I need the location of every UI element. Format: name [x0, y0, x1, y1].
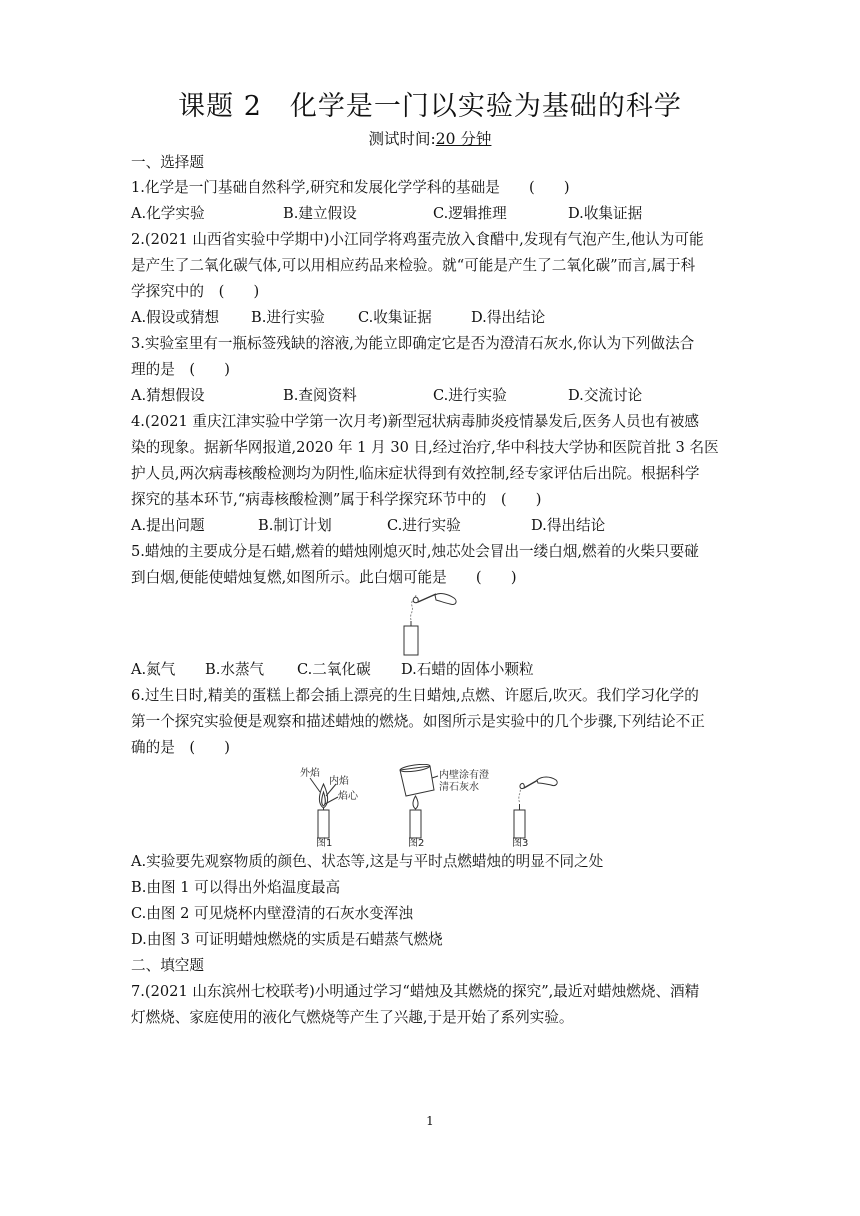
fig1-inner-flame	[322, 792, 326, 806]
outer-flame-pointer	[310, 778, 320, 792]
q3-option-b: B.查阅资料	[283, 387, 357, 404]
q4-option-a: A.提出问题	[131, 517, 205, 534]
question-5-line-2: 到白烟,便能使蜡烛复燃,如图所示。此白烟可能是 ( )	[131, 569, 517, 586]
q4-option-c: C.进行实验	[387, 517, 461, 534]
question-2-line-1: 2.(2021 山西省实验中学期中)小江同学将鸡蛋壳放入食醋中,发现有气泡产生,他认为可能	[131, 231, 704, 248]
label-beaker-2: 清石灰水	[439, 782, 479, 793]
caption-fig1: 图1	[316, 838, 333, 848]
q5-option-b: B.水蒸气	[205, 661, 265, 678]
candle-body	[404, 626, 418, 655]
q1-option-b: B.建立假设	[283, 205, 357, 222]
fig3-smoke	[519, 786, 521, 802]
q1-option-c: C.逻辑推理	[433, 205, 507, 222]
q2-option-c: C.收集证据	[358, 309, 432, 326]
question-2-line-3: 学探究中的 ( )	[131, 283, 260, 300]
question-3-line-1: 3.实验室里有一瓶标签残缺的溶液,为能立即确定它是否为澄清石灰水,你认为下列做法合	[131, 335, 695, 352]
q1-option-a: A.化学实验	[131, 205, 205, 222]
q2-option-d: D.得出结论	[471, 309, 546, 326]
test-time-value: 20 分钟	[435, 130, 492, 148]
page-title: 课题 2 化学是一门以实验为基础的科学	[178, 91, 682, 122]
label-flame-core: 焰心	[338, 791, 358, 802]
hand-outline	[435, 594, 456, 605]
question-4-line-1: 4.(2021 重庆江津实验中学第一次月考)新型冠状病毒肺炎疫情暴发后,医务人员也有被感	[131, 413, 699, 430]
q3-option-d: D.交流讨论	[568, 387, 643, 404]
q4-option-b: B.制订计划	[258, 517, 332, 534]
q1-option-d: D.收集证据	[568, 205, 643, 222]
q5-option-a: A.氮气	[131, 661, 176, 678]
fig2-candle	[410, 810, 421, 838]
section-heading-fill: 二、填空题	[131, 957, 204, 974]
q2-option-b: B.进行实验	[251, 309, 325, 326]
flame-core-pointer	[325, 797, 338, 804]
test-time	[0, 127, 860, 149]
caption-fig2: 图2	[408, 838, 425, 848]
page-number: 1	[426, 1114, 434, 1128]
fig3-match	[524, 780, 538, 788]
q3-option-c: C.进行实验	[433, 387, 507, 404]
question-3-line-2: 理的是 ( )	[131, 361, 230, 378]
question-1-text: 1.化学是一门基础自然科学,研究和发展化学学科的基础是 ( )	[131, 179, 570, 196]
q5-option-c: C.二氧化碳	[297, 661, 371, 678]
match-stick	[418, 594, 436, 602]
q6-option-d: D.由图 3 可证明蜡烛燃烧的实质是石蜡蒸气燃烧	[131, 931, 443, 948]
candle-relight-figure	[392, 592, 462, 656]
question-4-line-4: 探究的基本环节,“病毒核酸检测”属于科学探究环节中的 ( )	[131, 491, 542, 508]
caption-fig3: 图3	[512, 838, 529, 848]
test-time-label: 测试时间:	[368, 130, 436, 148]
q6-option-b: B.由图 1 可以得出外焰温度最高	[131, 879, 341, 896]
q5-option-d: D.石蜡的固体小颗粒	[401, 661, 534, 678]
label-inner-flame: 内焰	[329, 776, 349, 787]
question-6-line-3: 确的是 ( )	[131, 739, 230, 756]
section-heading-choice: 一、选择题	[131, 154, 204, 171]
question-6-line-1: 6.过生日时,精美的蛋糕上都会插上漂亮的生日蜡烛,点燃、许愿后,吹灭。我们学习化学的	[131, 687, 699, 704]
fig3-candle	[514, 810, 525, 838]
label-outer-flame: 外焰	[300, 768, 320, 779]
question-5-line-1: 5.蜡烛的主要成分是石蜡,燃着的蜡烛刚熄灭时,烛芯处会冒出一缕白烟,燃着的火柴只要碰	[131, 543, 699, 560]
question-4-line-2: 染的现象。据新华网报道,2020 年 1 月 30 日,经过治疗,华中科技大学协和医院首批 3 名医	[131, 439, 719, 456]
question-2-line-2: 是产生了二氧化碳气体,可以用相应药品来检验。就“可能是产生了二氧化碳”而言,属于科	[131, 257, 696, 274]
q2-option-a: A.假设或猜想	[131, 309, 220, 326]
q6-option-c: C.由图 2 可见烧杯内壁澄清的石灰水变浑浊	[131, 905, 413, 922]
fig1-candle	[318, 810, 329, 838]
candle-experiment-figure	[296, 764, 568, 848]
question-4-line-3: 护人员,两次病毒核酸检测均为阴性,临床症状得到有效控制,经专家评估后出院。根据科学	[131, 465, 700, 482]
fig3-hand	[537, 777, 557, 786]
question-7-line-2: 灯燃烧、家庭使用的液化气燃烧等产生了兴趣,于是开始了系列实验。	[131, 1009, 574, 1026]
question-7-line-1: 7.(2021 山东滨州七校联考)小明通过学习“蜡烛及其燃烧的探究”,最近对蜡烛燃烧、酒精	[131, 983, 700, 1000]
fig2-flame	[413, 796, 418, 809]
q4-option-d: D.得出结论	[531, 517, 606, 534]
question-6-line-2: 第一个探究实验便是观察和描述蜡烛的燃烧。如图所示是实验中的几个步骤,下列结论不正	[131, 713, 705, 730]
label-beaker-1: 内壁涂有澄	[439, 770, 489, 781]
q3-option-a: A.猜想假设	[131, 387, 205, 404]
match-flame	[413, 597, 418, 602]
q6-option-a: A.实验要先观察物质的颜色、状态等,这是与平时点燃蜡烛的明显不同之处	[131, 853, 604, 870]
